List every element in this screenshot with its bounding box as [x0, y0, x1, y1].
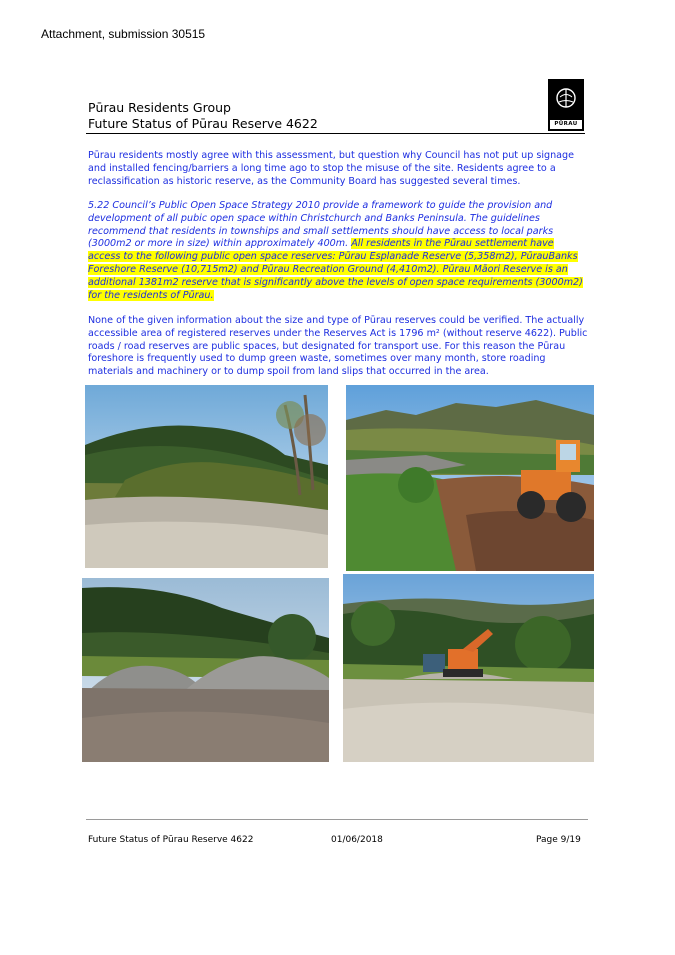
logo-text: PŪRAU: [554, 121, 578, 127]
paragraph-2-text: 5.22 Council’s Public Open Space Strategy 2010 provide a framework to guide the provision and development of all pubic open space within Christchurch and Banks Peninsula. The guidelines recommend that residents in townships and small settlements should have access to local parks (3000m2 or more in size) within approximately 400m.: [88, 200, 554, 250]
header-rule: [86, 133, 585, 134]
header-title: Future Status of Pūrau Reserve 4622: [88, 116, 318, 131]
footer-rule: [86, 819, 588, 820]
shield-icon: [548, 79, 584, 119]
footer-date: 01/06/2018: [331, 835, 383, 845]
footer-title: Future Status of Pūrau Reserve 4622: [88, 835, 254, 845]
photo-green-waste: [85, 385, 328, 568]
paragraph-1: Pūrau residents mostly agree with this assessment, but question why Council has not put up signage and installed fencing/barriers a long time ago to stop the misuse of the site. Residents agree to a reclassification as historic reserve, as the Community Board has suggested several times.: [88, 150, 575, 187]
footer-page-number: Page 9/19: [536, 835, 581, 845]
paragraph-2: [88, 200, 588, 302]
paragraph-2-highlight: All residents in the Pūrau settlement have access to the following public open space reserves: Pūrau Esplanade Reserve (5,358m2), PūrauBanks Foreshore Reserve (10,715m2) and Pūrau Recreation Ground (4,410m2). Pūrau Māori Reserve is an additional 1381m2 reserve that is significantly above the levels of open space requirements (3000m2) for the residents of Pūrau.: [88, 238, 583, 301]
photo-loader-hills: [346, 385, 594, 571]
logo-banner: [550, 120, 582, 129]
purau-logo: [548, 79, 584, 131]
paragraph-3: None of the given information about the size and type of Pūrau reserves could be verified. The actually accessible area of registered reserves under the Reserves Act is 1796 m² (without reserve 4622). Public roads / road reserves are public spaces, but designated for transport use. For this reason the Pūrau foreshore is frequently used to dump green waste, sometimes over many month, store roading materials and machinery or to dump spoil from land slips that occurred in the area.: [88, 315, 588, 378]
header-org: Pūrau Residents Group: [88, 100, 231, 115]
document-header: [88, 100, 318, 132]
attachment-label: Attachment, submission 30515: [41, 27, 206, 41]
photo-excavator-gravel: [343, 574, 594, 762]
photo-gravel-piles: [82, 578, 329, 762]
